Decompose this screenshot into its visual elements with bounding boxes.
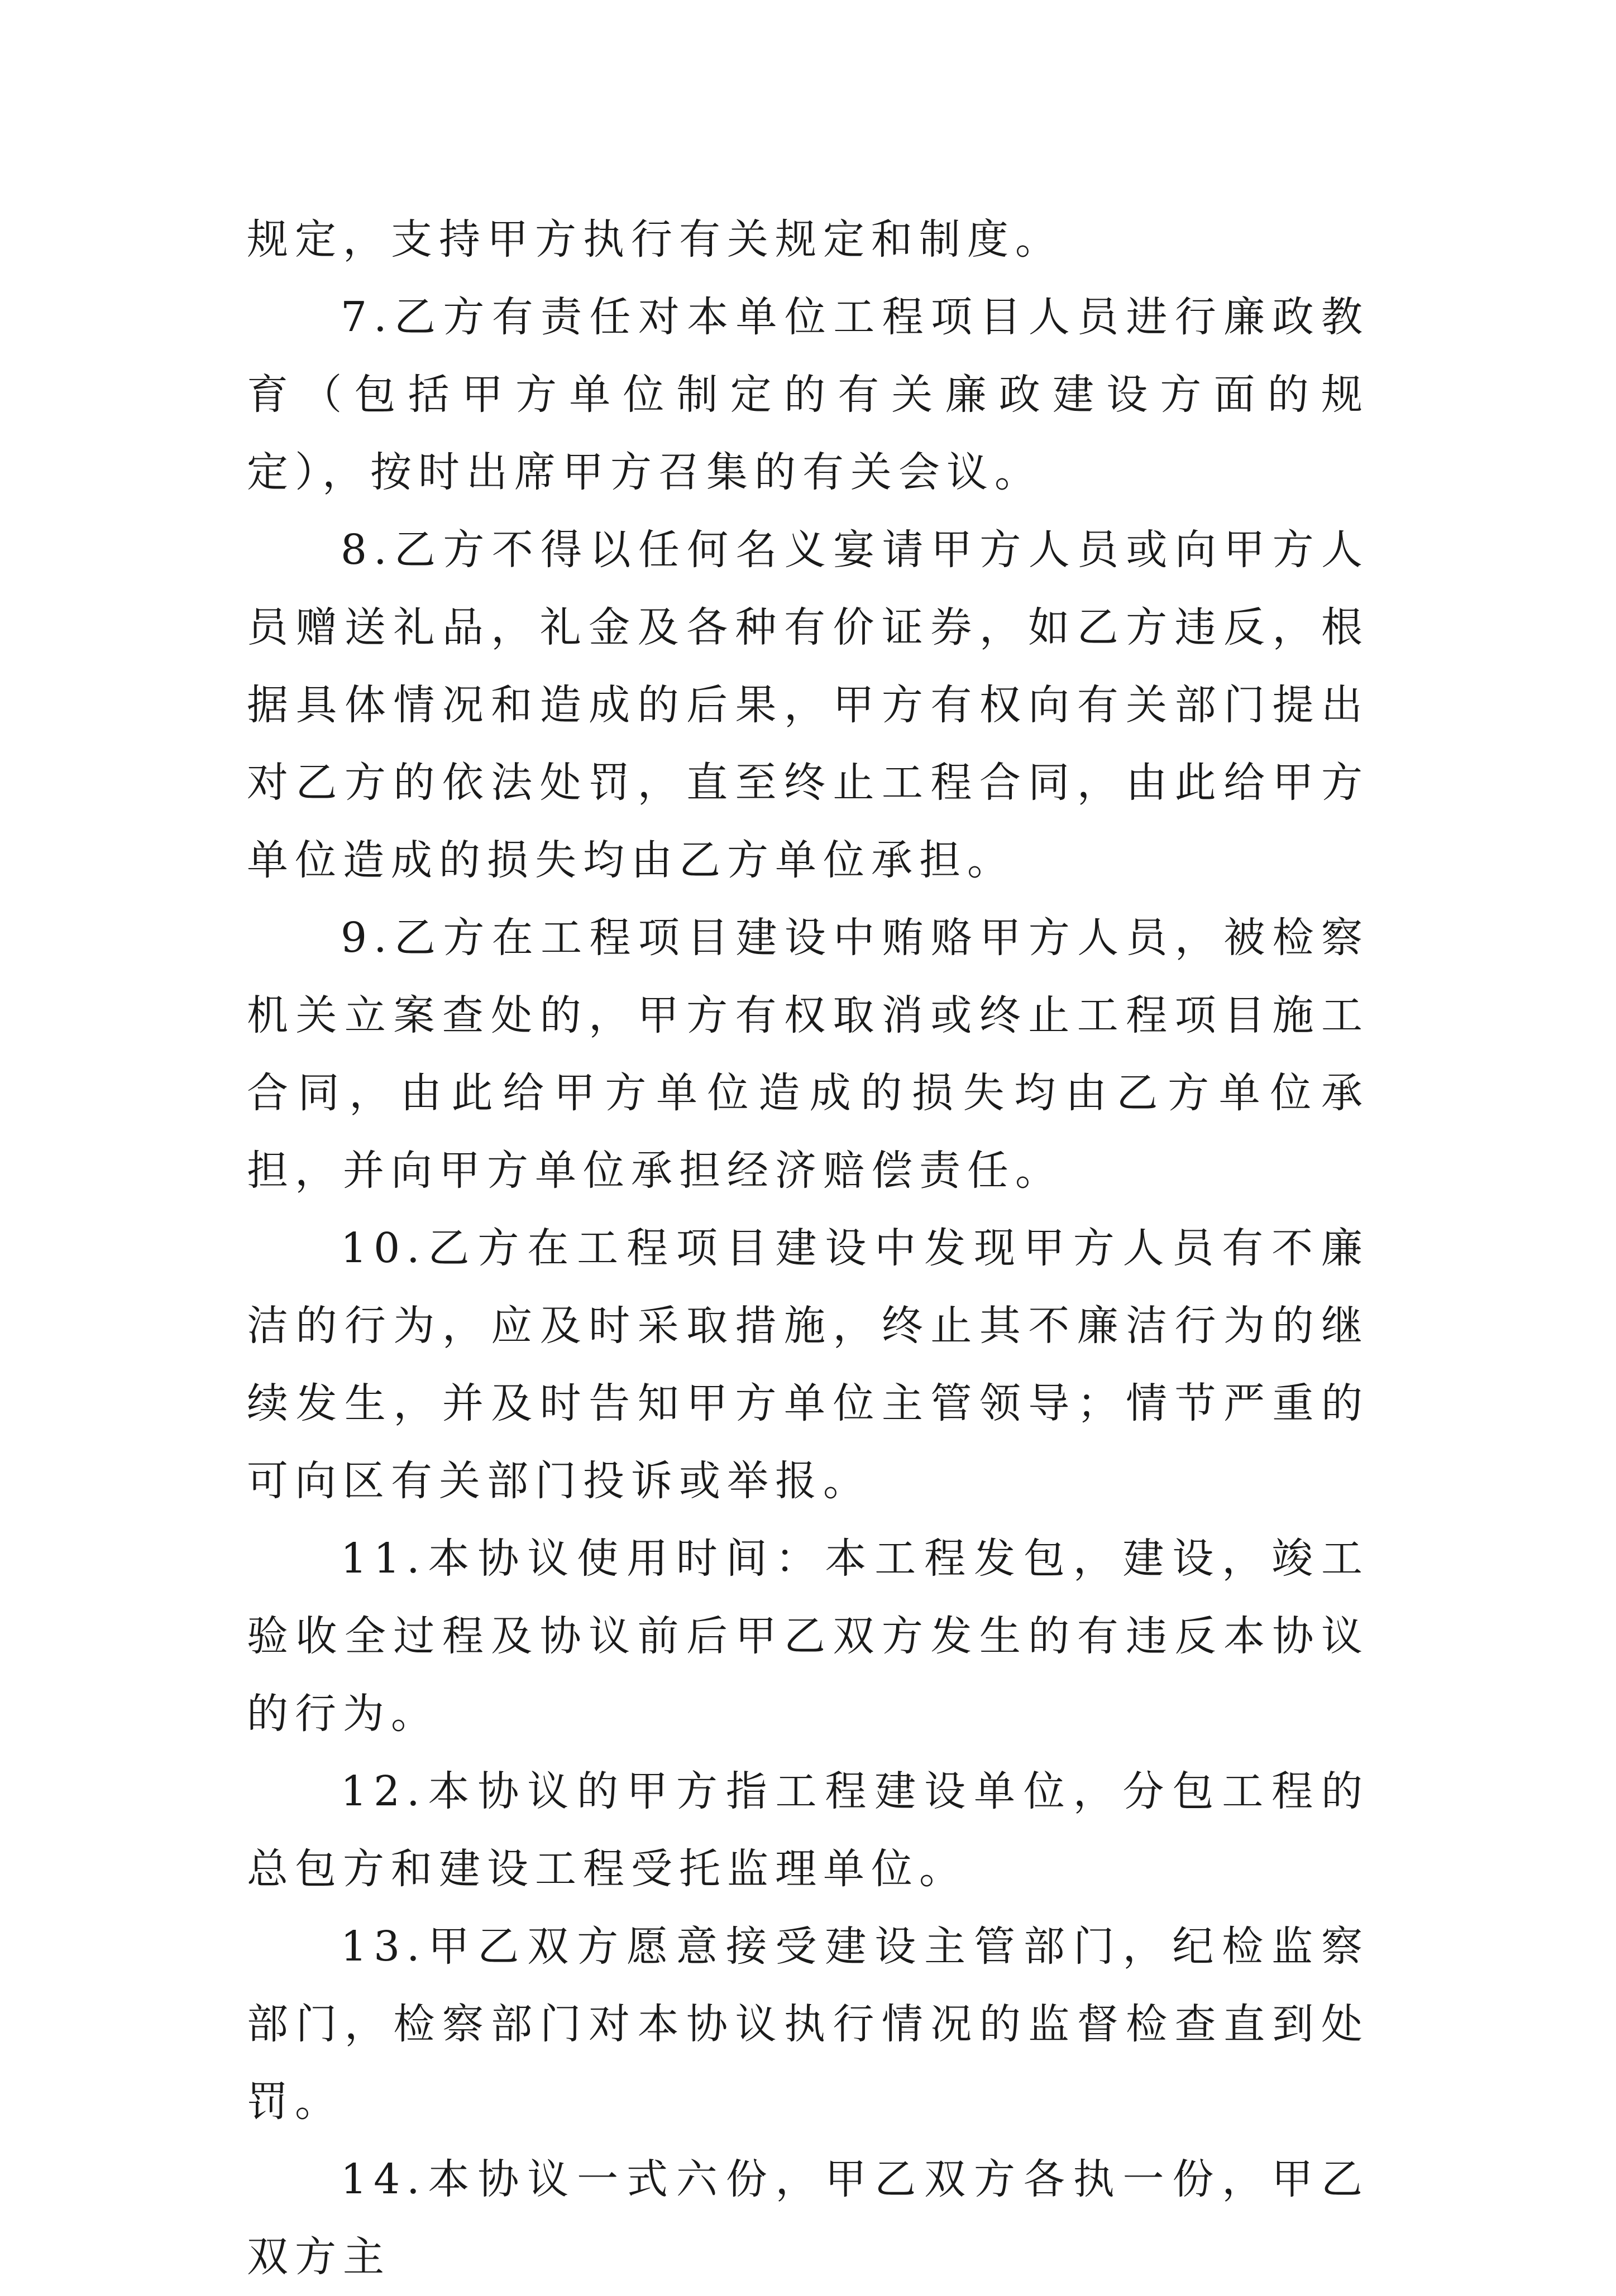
paragraph-item-11: 11.本协议使用时间：本工程发包，建设，竣工验收全过程及协议前后甲乙双方发生的有违反本协议的行为。 (247, 1535, 1369, 1738)
paragraph-item-14: 14.本协议一式六份，甲乙双方各执一份，甲乙双方主 (247, 2155, 1369, 2281)
paragraph-continuation: 规定，支持甲方执行有关规定和制度。 (247, 215, 1063, 263)
paragraph-item-8: 8.乙方不得以任何名义宴请甲方人员或向甲方人员赠送礼品，礼金及各种有价证券，如乙方违反，根据具体情况和造成的后果，甲方有权向有关部门提出对乙方的依法处罚，直至终止工程合同，由此给甲方单位造成的损失均由乙方单位承担。 (247, 526, 1369, 884)
paragraph-item-10: 10.乙方在工程项目建设中发现甲方人员有不廉洁的行为，应及时采取措施，终止其不廉洁行为的继续发生，并及时告知甲方单位主管领导；情节严重的可向区有关部门投诉或举报。 (247, 1224, 1369, 1505)
paragraph-item-7: 7.乙方有责任对本单位工程项目人员进行廉政教育（包括甲方单位制定的有关廉政建设方面的规定），按时出席甲方召集的有关会议。 (247, 293, 1369, 496)
document-body (247, 201, 1369, 2296)
paragraph-item-12: 12.本协议的甲方指工程建设单位，分包工程的总包方和建设工程受托监理单位。 (247, 1767, 1369, 1893)
paragraph-item-13: 13.甲乙双方愿意接受建设主管部门，纪检监察部门，检察部门对本协议执行情况的监督检查直到处罚。 (247, 1923, 1369, 2126)
paragraph-item-9: 9.乙方在工程项目建设中贿赂甲方人员，被检察机关立案查处的，甲方有权取消或终止工程项目施工合同，由此给甲方单位造成的损失均由乙方单位承担，并向甲方单位承担经济赔偿责任。 (247, 914, 1369, 1195)
